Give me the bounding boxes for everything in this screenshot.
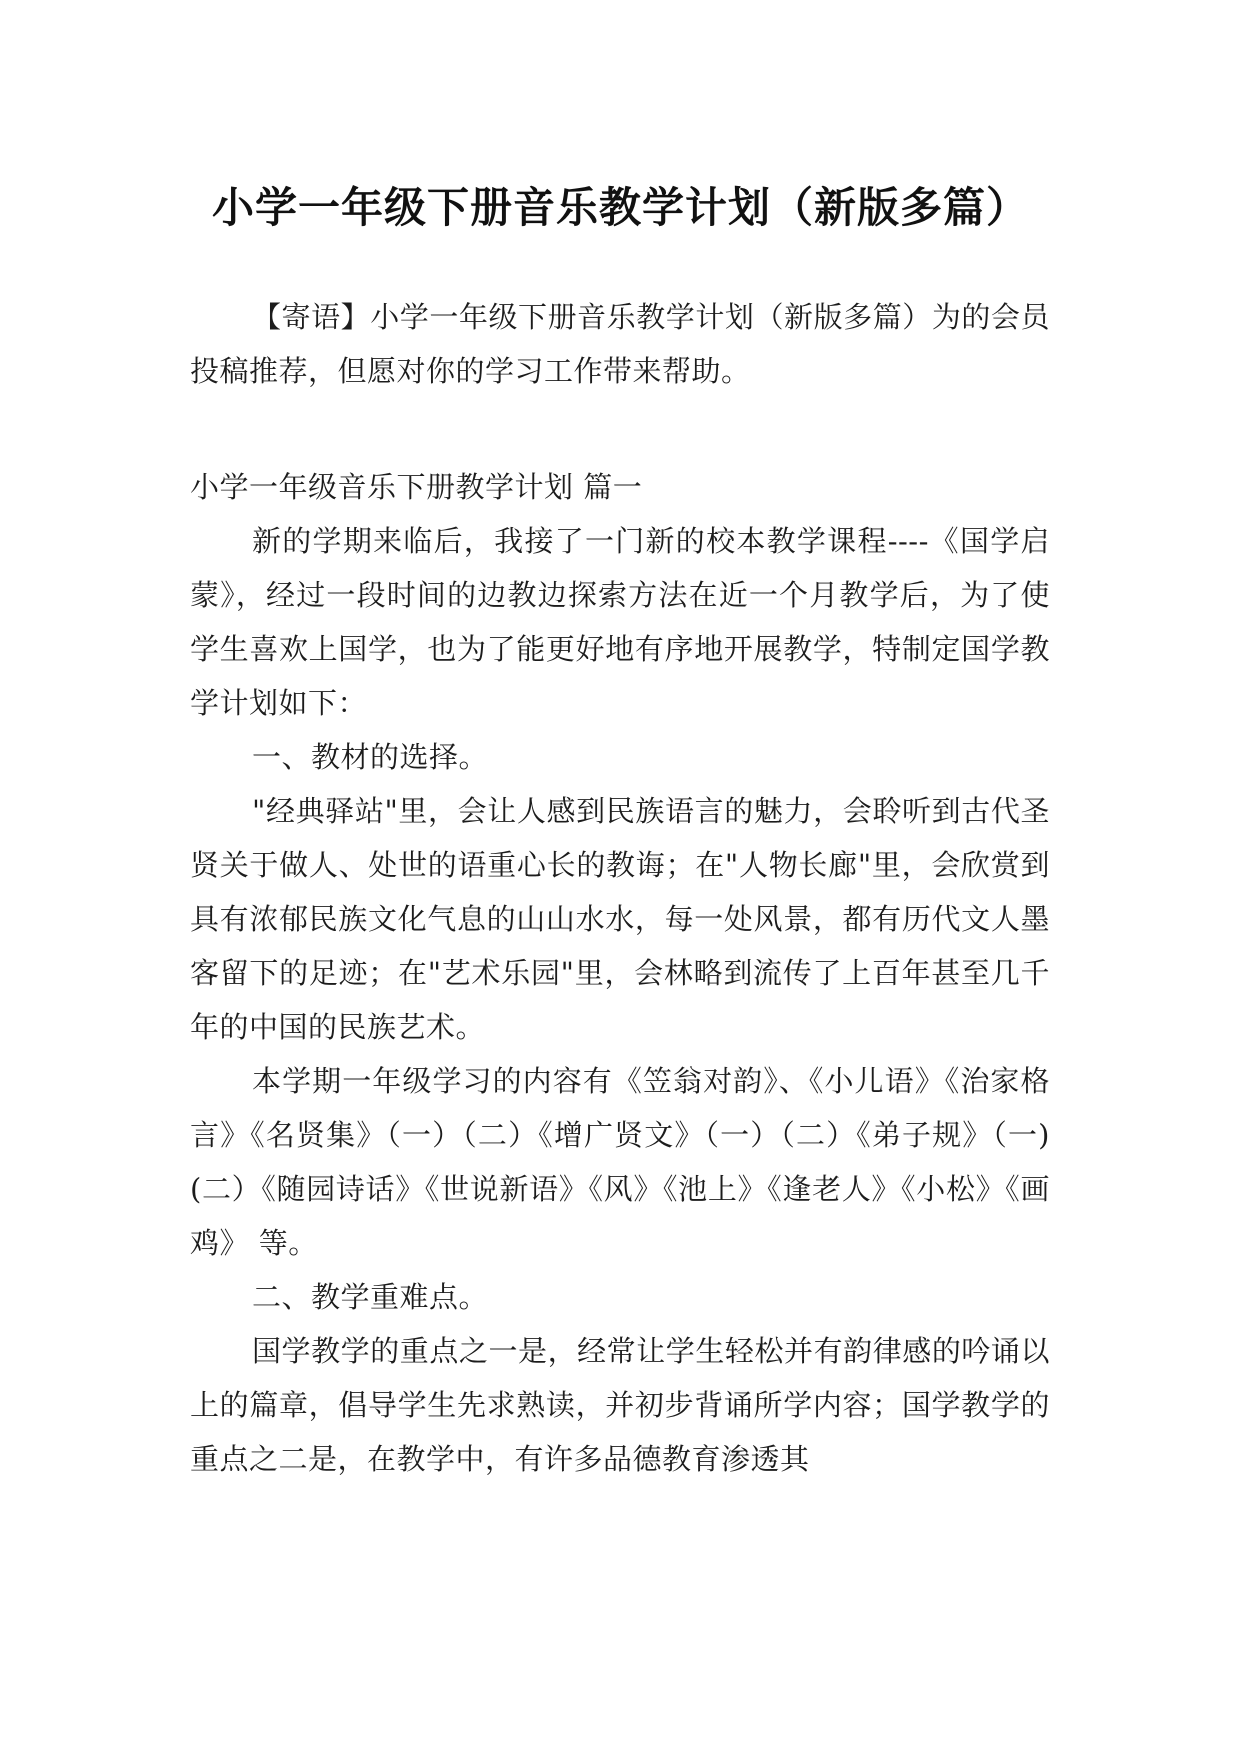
paragraph-intro: 新的学期来临后，我接了一门新的校本教学课程----《国学启蒙》，经过一段时间的边教边探索方法在近一个月教学后，为了使学生喜欢上国学，也为了能更好地有序地开展教学，特制定国学教学计划如下：: [190, 524, 1050, 720]
paragraph-key-points: 国学教学的重点之一是，经常让学生轻松并有韵律感的吟诵以上的篇章，倡导学生先求熟读，并初步背诵所学内容；国学教学的重点之二是，在教学中，有许多品德教育渗透其: [190, 1334, 1050, 1476]
intro-block: [190, 290, 1050, 398]
document-title: 小学一年级下册音乐教学计划（新版多篇）: [211, 183, 1029, 233]
section-heading: 小学一年级音乐下册教学计划 篇一: [190, 470, 643, 504]
section-block: [190, 460, 1050, 1486]
paragraph-contents: 本学期一年级学习的内容有《笠翁对韵》、《小儿语》《治家格言》《名贤集》（一）（二）《增广贤文》（一）（二）《弟子规》（一)(二）《随园诗话》《世说新语》《风》《池上》《逢老人》《小松》《画鸡》 等。: [190, 1064, 1050, 1260]
subheading-key-points: 二、教学重难点。: [252, 1280, 489, 1314]
subheading-materials: 一、教材的选择。: [252, 740, 489, 774]
paragraph-materials: "经典驿站"里，会让人感到民族语言的魅力，会聆听到古代圣贤关于做人、处世的语重心长的教诲；在"人物长廊"里，会欣赏到具有浓郁民族文化气息的山山水水，每一处风景，都有历代文人墨客留下的足迹；在"艺术乐园"里，会林略到流传了上百年甚至几千年的中国的民族艺术。: [190, 794, 1050, 1044]
intro-paragraph: 【寄语】小学一年级下册音乐教学计划（新版多篇）为的会员投稿推荐，但愿对你的学习工作带来帮助。: [190, 300, 1050, 388]
